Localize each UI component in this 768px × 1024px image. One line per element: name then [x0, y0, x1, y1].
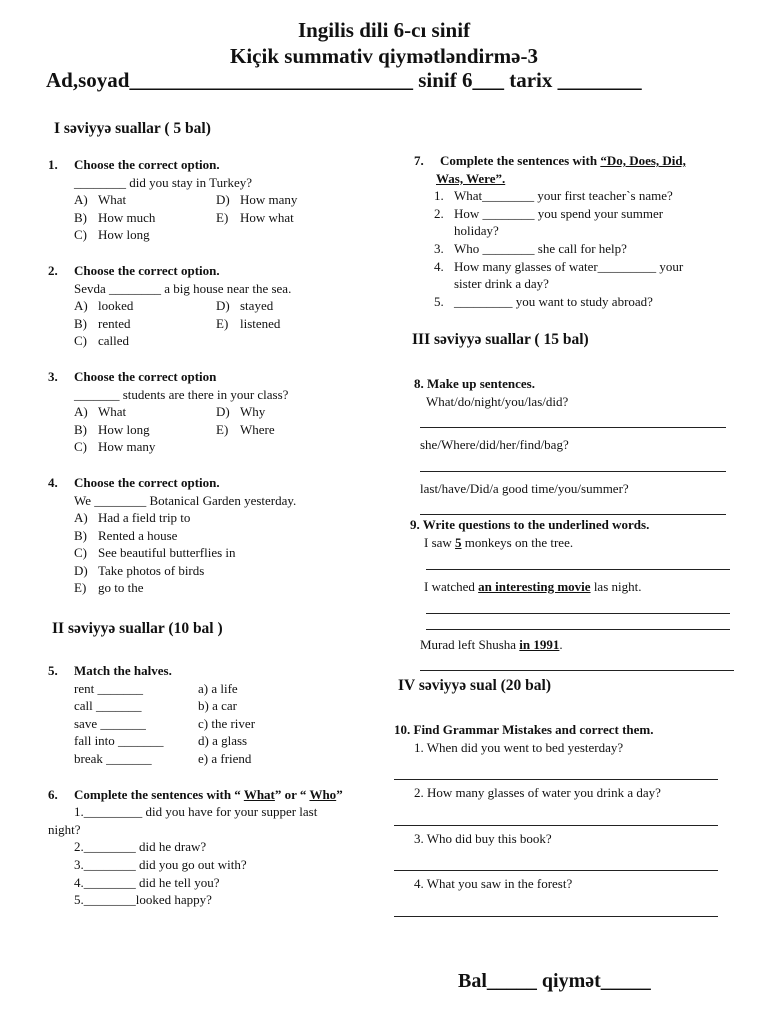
question-number: 4. [48, 474, 58, 490]
question-number: 9. [410, 517, 420, 532]
option-text: rented [98, 315, 131, 331]
option-letter: B) [74, 527, 87, 543]
answer-line[interactable] [420, 669, 734, 671]
sentence [434, 222, 744, 240]
question-stem: Sevda ________ a big house near the sea. [74, 280, 292, 296]
option-text: How much [98, 209, 156, 225]
question-1 [48, 156, 378, 244]
option-text: looked [98, 298, 134, 314]
underlined-word: an interesting movie [478, 579, 591, 595]
question-title: Write questions to the underlined words. [422, 517, 650, 532]
option-text: Had a field trip to [98, 510, 191, 526]
scrambled-sentence: last/have/Did/a good time/you/summer? [420, 480, 629, 496]
keyword-what: What [243, 786, 275, 802]
option-row [48, 403, 378, 421]
sentence-text: How many glasses of water_________ your [454, 258, 684, 274]
sentence [434, 240, 744, 258]
sentence [410, 636, 740, 654]
keyword-list-continued: Was, Were”. [436, 170, 506, 186]
option-row [48, 297, 378, 315]
question-title: Choose the correct option. [74, 474, 220, 490]
option-text: stayed [240, 298, 274, 314]
answer-line[interactable] [426, 568, 730, 570]
option [48, 562, 378, 580]
sentence-text: . [559, 636, 563, 652]
option-text: Where [240, 421, 275, 437]
question-number: 2. [48, 262, 58, 278]
sentence-number: 5. [434, 293, 444, 309]
option-letter: D) [216, 192, 230, 208]
option-text: called [98, 333, 130, 349]
sentence-text: holiday? [454, 223, 499, 239]
sentence-continuation: night? [48, 821, 81, 837]
option-letter: A) [74, 404, 88, 420]
sentence-text: sister drink a day? [454, 276, 549, 292]
option-text: How what [240, 209, 294, 225]
answer-line[interactable] [426, 628, 730, 630]
level-4-heading: IV səviyyə sual (20 bal) [398, 677, 552, 694]
question-stem: We ________ Botanical Garden yesterday. [74, 492, 297, 508]
question-stem: _______ students are there in your class? [74, 386, 289, 402]
option-text: How many [98, 439, 156, 455]
sentence [434, 187, 744, 205]
sentence [434, 275, 744, 293]
question-7 [414, 152, 744, 310]
option-letter: B) [74, 209, 87, 225]
question-number: 7. [414, 153, 424, 168]
sentence [434, 293, 744, 311]
question-title: Choose the correct option. [74, 157, 220, 172]
question-4 [48, 474, 378, 597]
question-number: 1. [48, 157, 58, 172]
option-letter: E) [74, 580, 87, 596]
sentence-text: I saw [424, 534, 456, 550]
question-9 [410, 516, 740, 671]
option [48, 509, 378, 527]
question-title: Find Grammar Mistakes and correct them. [413, 722, 654, 737]
match-left: fall into _______ [74, 733, 164, 749]
question-5 [48, 662, 378, 768]
match-right: a) a life [198, 680, 238, 696]
incorrect-sentence: 4. What you saw in the forest? [414, 876, 573, 892]
sentence [410, 534, 740, 552]
match-right: d) a glass [198, 733, 248, 749]
option-text: How many [240, 192, 298, 208]
option-text: Take photos of birds [98, 562, 205, 578]
keyword-list: “Do, Does, Did, [600, 153, 686, 168]
left-column [48, 156, 378, 597]
match-left: call _______ [74, 698, 142, 714]
sentence-text: Murad left Shusha [420, 636, 520, 652]
sentence-text: las night. [590, 579, 642, 595]
option-letter: D) [216, 404, 230, 420]
sentence-number: 2. [434, 205, 444, 221]
scrambled-sentence: she/Where/did/her/find/bag? [420, 437, 569, 453]
option-text: listened [240, 315, 281, 331]
match-row [48, 750, 378, 768]
question-number: 10. [394, 722, 411, 737]
sentence: 5.________looked happy? [74, 892, 212, 908]
option-text: Why [240, 404, 266, 420]
sentence: 1._________ did you have for your supper last [74, 804, 318, 820]
question-number: 3. [48, 368, 58, 384]
sentence [434, 205, 744, 223]
sentence-number: 1. [434, 188, 444, 204]
level-1-heading: I səviyyə suallar ( 5 bal) [54, 120, 211, 137]
option-letter: D) [74, 562, 88, 578]
incorrect-sentence: 1. When did you went to bed yesterday? [414, 739, 624, 755]
match-right: e) a friend [198, 750, 252, 766]
worksheet-title: Ingilis dili 6-cı sinif [297, 18, 471, 42]
scrambled-sentence: What/do/night/you/las/did? [426, 393, 569, 409]
option-text: See beautiful butterflies in [98, 545, 236, 561]
option-letter: C) [74, 439, 87, 455]
worksheet-subtitle: Kiçik summativ qiymətləndirmə-3 [230, 44, 538, 68]
sentence [410, 578, 740, 596]
question-10 [394, 721, 724, 917]
question-number: 6. [48, 786, 58, 802]
underlined-word: in 1991 [519, 636, 560, 652]
question-number: 5. [48, 663, 58, 678]
option-letter: B) [74, 421, 87, 437]
option-row [48, 191, 378, 209]
option [48, 544, 378, 562]
option-letter: C) [74, 545, 87, 561]
sentence: 4.________ did he tell you? [74, 874, 220, 890]
sentence-text: I watched [424, 579, 479, 595]
question-title-end: ” [336, 786, 343, 802]
sentence-text: How ________ you spend your summer [454, 205, 664, 221]
option-letter: E) [216, 315, 229, 331]
question-title: Make up sentences. [427, 376, 535, 391]
option-letter: C) [74, 227, 87, 243]
option-text: go to the [98, 580, 144, 596]
option-letter: E) [216, 209, 229, 225]
option-letter: A) [74, 510, 88, 526]
answer-line[interactable] [394, 778, 718, 780]
option-text: What [98, 192, 127, 208]
option-text: How long [98, 227, 150, 243]
match-row [48, 732, 378, 750]
option-text: How long [98, 421, 150, 437]
answer-line[interactable] [394, 824, 718, 826]
match-right: c) the river [198, 715, 256, 731]
question-8 [414, 375, 734, 515]
incorrect-sentence: 3. Who did buy this book? [414, 830, 552, 846]
student-info-line: Ad,soyad___________________________ sinif 6___ tarix ________ [46, 68, 642, 92]
option [48, 527, 378, 545]
option-row [48, 421, 378, 439]
underlined-word: 5 [455, 534, 462, 550]
sentence-text: _________ you want to study abroad? [454, 293, 653, 309]
sentence [434, 258, 744, 276]
sentence: 2.________ did he draw? [74, 839, 207, 855]
sentence-text: What________ your first teacher`s name? [454, 188, 673, 204]
option-row [48, 209, 378, 227]
answer-line[interactable] [426, 612, 730, 614]
question-title: Complete the sentences with [440, 153, 601, 168]
match-row [48, 680, 378, 698]
keyword-who: Who [309, 786, 337, 802]
option-text: Rented a house [98, 527, 178, 543]
question-title-mid: ” or “ [274, 786, 310, 802]
option-letter: C) [74, 333, 87, 349]
match-row [48, 697, 378, 715]
option-letter: D) [216, 298, 230, 314]
sentence-text: Who ________ she call for help? [454, 240, 627, 256]
option-row [48, 438, 378, 456]
question-3 [48, 368, 378, 456]
answer-line[interactable] [394, 915, 718, 917]
question-2 [48, 262, 378, 350]
option-text: What [98, 404, 127, 420]
option-row [48, 332, 378, 350]
answer-line[interactable] [394, 869, 718, 871]
option-letter: A) [74, 298, 88, 314]
left-column-lower [48, 662, 378, 909]
match-right: b) a car [198, 698, 237, 714]
question-title: Choose the correct option [74, 368, 217, 384]
answer-line[interactable] [420, 470, 726, 472]
sentence-number: 3. [434, 240, 444, 256]
sentence-number: 4. [434, 258, 444, 274]
option-letter: E) [216, 421, 229, 437]
answer-line[interactable] [420, 426, 726, 428]
option-letter: B) [74, 315, 87, 331]
question-number: 8. [414, 376, 424, 391]
option [48, 579, 378, 597]
question-6 [48, 786, 378, 909]
score-grade-line: Bal_____ qiymət_____ [458, 970, 651, 992]
level-2-heading: II səviyyə suallar (10 bal ) [52, 620, 223, 637]
match-row [48, 715, 378, 733]
option-row [48, 315, 378, 333]
question-stem: ________ did you stay in Turkey? [74, 174, 253, 190]
sentence-text: monkeys on the tree. [461, 534, 574, 550]
incorrect-sentence: 2. How many glasses of water you drink a day? [414, 785, 661, 801]
option-row [48, 226, 378, 244]
question-title: Match the halves. [74, 663, 172, 678]
match-left: save _______ [74, 715, 146, 731]
question-title: Complete the sentences with “ [74, 786, 244, 802]
match-left: break _______ [74, 750, 152, 766]
option-letter: A) [74, 192, 88, 208]
question-title: Choose the correct option. [74, 262, 220, 278]
match-left: rent _______ [74, 680, 143, 696]
level-3-heading: III səviyyə suallar ( 15 bal) [412, 331, 589, 348]
sentence: 3.________ did you go out with? [74, 856, 247, 872]
